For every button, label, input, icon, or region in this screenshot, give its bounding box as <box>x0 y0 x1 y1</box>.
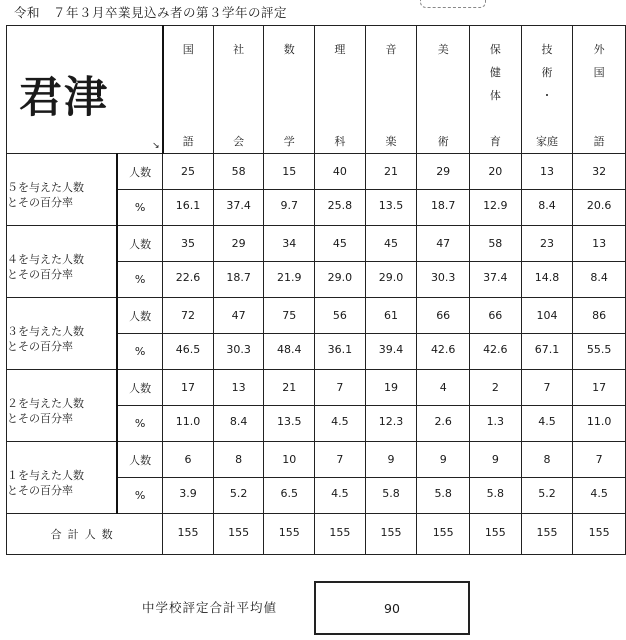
count-cell: 6 <box>163 442 214 478</box>
count-cell: 56 <box>315 298 366 334</box>
percent-cell <box>417 190 470 226</box>
percent-cell <box>470 478 522 514</box>
subject-name-bottom: 楽 <box>385 135 397 148</box>
count-cell: 4 <box>417 370 470 406</box>
subject-name-top <box>164 38 213 61</box>
subject-name-bottom: 語 <box>182 135 194 148</box>
count-cell: 8 <box>521 442 573 478</box>
percent-value: 6.5 <box>280 486 299 500</box>
percent-cell <box>470 190 522 226</box>
percent-cell <box>315 334 366 370</box>
percent-cell <box>163 334 214 370</box>
percent-cell <box>521 406 573 442</box>
count-cell: 21 <box>264 370 315 406</box>
grade-count-row <box>7 226 626 262</box>
total-cell <box>573 514 626 555</box>
percent-value: 5.2 <box>538 486 556 500</box>
unit-percent-label: % <box>117 262 163 298</box>
count-cell: 66 <box>417 298 470 334</box>
unit-count-label: 人数 <box>117 442 163 478</box>
percent-value: 3.9 <box>179 486 197 500</box>
percent-cell <box>365 262 417 298</box>
subject-name-bottom: 育 <box>489 135 501 148</box>
subject-char: 国 <box>593 66 605 79</box>
grade-count-row <box>7 370 626 406</box>
percent-value: 30.3 <box>430 270 456 284</box>
percent-cell <box>264 334 315 370</box>
subject-char: 数 <box>283 43 295 56</box>
total-cell <box>365 514 417 555</box>
percent-cell <box>365 334 417 370</box>
percent-value: 30.3 <box>226 342 251 356</box>
region-name: 君津 <box>19 73 109 123</box>
percent-value: 18.7 <box>226 270 251 284</box>
percent-value: 1.3 <box>486 414 505 428</box>
count-cell: 13 <box>213 370 264 406</box>
total-value: 155 <box>484 526 506 539</box>
count-cell: 7 <box>315 370 366 406</box>
grade-row-label <box>7 370 118 442</box>
subject-name-bottom: 術 <box>437 135 449 148</box>
percent-cell <box>521 478 573 514</box>
grade-row-label-text <box>7 180 116 210</box>
subject-name-top <box>470 38 521 107</box>
count-cell: 29 <box>213 226 264 262</box>
unit-percent-label: % <box>117 190 163 226</box>
grades-table <box>6 25 626 555</box>
grade-label-line2: とその百分率 <box>7 340 73 353</box>
percent-cell <box>163 406 214 442</box>
subject-char: 音 <box>385 43 397 56</box>
percent-value: 4.5 <box>538 414 556 428</box>
percent-cell <box>470 262 522 298</box>
count-cell: 7 <box>315 442 366 478</box>
percent-cell <box>365 190 417 226</box>
percent-value: 5.8 <box>382 486 400 500</box>
percent-cell <box>264 478 315 514</box>
percent-value: 39.4 <box>378 342 404 356</box>
percent-value: 16.1 <box>175 198 201 212</box>
subject-name-bottom: 学 <box>283 135 295 148</box>
percent-cell <box>264 406 315 442</box>
subject-name-top <box>417 38 469 61</box>
grade-label-line1: ２を与えた人数 <box>7 397 84 410</box>
percent-cell <box>213 334 264 370</box>
percent-value: 8.4 <box>229 414 248 428</box>
average-value: 90 <box>384 600 400 616</box>
subject-header-cell <box>213 26 264 154</box>
subject-header-cell <box>163 26 214 154</box>
subject-char: 体 <box>489 89 501 102</box>
grade-label-line1: １を与えた人数 <box>7 469 84 482</box>
total-label: 合計人数 <box>7 514 163 555</box>
percent-value: 11.0 <box>175 414 201 428</box>
count-cell: 29 <box>417 154 470 190</box>
percent-cell <box>264 190 315 226</box>
count-cell: 9 <box>365 442 417 478</box>
stamp-mark <box>420 0 486 8</box>
percent-value: 46.5 <box>175 342 201 356</box>
count-cell: 13 <box>521 154 573 190</box>
total-value: 155 <box>228 526 250 539</box>
count-cell: 15 <box>264 154 315 190</box>
total-value: 155 <box>278 526 300 539</box>
subject-header-cell <box>521 26 573 154</box>
subject-name-top <box>315 38 365 61</box>
average-label: 中学校評定合計平均値 <box>142 600 278 615</box>
subject-header-cell <box>315 26 366 154</box>
percent-cell <box>573 190 626 226</box>
percent-cell <box>264 262 315 298</box>
subject-header-cell <box>470 26 522 154</box>
count-cell: 7 <box>521 370 573 406</box>
count-cell: 34 <box>264 226 315 262</box>
percent-cell <box>365 406 417 442</box>
percent-cell <box>470 334 522 370</box>
grade-count-row <box>7 442 626 478</box>
percent-value: 5.8 <box>486 486 505 500</box>
percent-value: 5.8 <box>434 486 452 500</box>
percent-value: 18.7 <box>430 198 456 212</box>
grade-row-label-text <box>7 324 116 354</box>
total-value: 155 <box>329 526 351 539</box>
grade-label-line2: とその百分率 <box>7 412 73 425</box>
percent-cell <box>417 406 470 442</box>
percent-cell <box>365 478 417 514</box>
percent-value: 29.0 <box>378 270 404 284</box>
percent-value: 67.1 <box>534 342 560 356</box>
subject-name-top <box>366 38 417 61</box>
percent-value: 8.4 <box>590 270 608 284</box>
grade-row-label-text <box>7 252 116 282</box>
subject-name-top <box>573 38 625 84</box>
total-cell <box>470 514 522 555</box>
percent-cell <box>213 262 264 298</box>
count-cell: 58 <box>213 154 264 190</box>
subject-char: 国 <box>182 43 194 56</box>
count-cell: 47 <box>213 298 264 334</box>
count-cell: 40 <box>315 154 366 190</box>
subject-name-top <box>264 38 314 61</box>
percent-cell <box>521 190 573 226</box>
grade-count-row <box>7 298 626 334</box>
count-cell: 9 <box>417 442 470 478</box>
subject-char: 技 <box>541 43 553 56</box>
corner-tick-mark: ↘ <box>152 141 160 151</box>
total-value: 155 <box>177 526 199 539</box>
percent-cell <box>521 334 573 370</box>
percent-value: 42.6 <box>430 342 456 356</box>
count-cell: 66 <box>470 298 522 334</box>
count-cell: 45 <box>365 226 417 262</box>
grade-label-line1: ４を与えた人数 <box>7 253 84 266</box>
count-cell: 58 <box>470 226 522 262</box>
percent-cell <box>163 478 214 514</box>
subject-header-row <box>7 26 626 154</box>
unit-count-label: 人数 <box>117 226 163 262</box>
percent-value: 48.4 <box>277 342 302 356</box>
percent-cell <box>315 478 366 514</box>
unit-count-label: 人数 <box>117 298 163 334</box>
percent-value: 5.2 <box>229 486 248 500</box>
percent-cell <box>521 262 573 298</box>
grade-row-label <box>7 154 118 226</box>
subject-char: ・ <box>541 89 553 102</box>
count-cell: 8 <box>213 442 264 478</box>
grade-count-row <box>7 154 626 190</box>
percent-value: 4.5 <box>331 486 349 500</box>
unit-percent-label: % <box>117 478 163 514</box>
grade-label-line1: ５を与えた人数 <box>7 181 84 194</box>
unit-percent-label: % <box>117 406 163 442</box>
percent-value: 9.7 <box>280 198 299 212</box>
grade-row-label <box>7 226 118 298</box>
total-value: 155 <box>588 526 610 539</box>
grade-row-label-text <box>7 468 116 498</box>
count-cell: 20 <box>470 154 522 190</box>
percent-value: 13.5 <box>378 198 404 212</box>
percent-cell <box>470 406 522 442</box>
subject-name-top <box>522 38 573 107</box>
percent-cell <box>213 406 264 442</box>
grade-label-line1: ３を与えた人数 <box>7 325 84 338</box>
count-cell: 21 <box>365 154 417 190</box>
count-cell: 17 <box>163 370 214 406</box>
subject-char: 外 <box>593 43 605 56</box>
percent-cell <box>163 262 214 298</box>
percent-cell <box>213 478 264 514</box>
count-cell: 23 <box>521 226 573 262</box>
percent-cell <box>573 478 626 514</box>
count-cell: 45 <box>315 226 366 262</box>
subject-header-cell <box>573 26 626 154</box>
grade-row-label <box>7 442 118 514</box>
subject-name-bottom: 家庭 <box>535 135 558 148</box>
count-cell: 75 <box>264 298 315 334</box>
count-cell: 2 <box>470 370 522 406</box>
grade-row-label-text <box>7 396 116 426</box>
percent-cell <box>417 262 470 298</box>
count-cell: 104 <box>521 298 573 334</box>
count-cell: 32 <box>573 154 626 190</box>
percent-value: 11.0 <box>586 414 612 428</box>
subject-char: 社 <box>233 43 245 56</box>
count-cell: 35 <box>163 226 214 262</box>
grade-label-line2: とその百分率 <box>7 268 73 281</box>
total-cell <box>163 514 214 555</box>
count-cell: 19 <box>365 370 417 406</box>
total-cell <box>315 514 366 555</box>
percent-value: 25.8 <box>327 198 353 212</box>
percent-value: 8.4 <box>538 198 556 212</box>
subject-char: 美 <box>437 43 449 56</box>
subject-name-top <box>214 38 264 61</box>
percent-cell <box>315 406 366 442</box>
subject-char: 健 <box>489 66 501 79</box>
region-label-cell <box>7 26 163 154</box>
average-value-box <box>314 581 470 635</box>
percent-value: 22.6 <box>175 270 201 284</box>
percent-cell <box>417 478 470 514</box>
percent-value: 20.6 <box>586 198 612 212</box>
grade-label-line2: とその百分率 <box>7 196 73 209</box>
percent-value: 2.6 <box>434 414 452 428</box>
total-cell <box>264 514 315 555</box>
percent-value: 29.0 <box>327 270 353 284</box>
subject-char: 理 <box>334 43 346 56</box>
percent-cell <box>213 190 264 226</box>
count-cell: 9 <box>470 442 522 478</box>
count-cell: 61 <box>365 298 417 334</box>
subject-name-bottom: 会 <box>233 135 245 148</box>
count-cell: 17 <box>573 370 626 406</box>
percent-cell <box>573 262 626 298</box>
count-cell: 47 <box>417 226 470 262</box>
unit-count-label: 人数 <box>117 154 163 190</box>
subject-header-cell <box>264 26 315 154</box>
count-cell: 86 <box>573 298 626 334</box>
percent-value: 37.4 <box>483 270 508 284</box>
count-cell: 10 <box>264 442 315 478</box>
total-value: 155 <box>536 526 558 539</box>
grade-label-line2: とその百分率 <box>7 484 73 497</box>
count-cell: 72 <box>163 298 214 334</box>
percent-value: 42.6 <box>483 342 508 356</box>
total-cell <box>417 514 470 555</box>
subject-name-bottom: 科 <box>334 135 346 148</box>
percent-value: 4.5 <box>590 486 608 500</box>
total-value: 155 <box>432 526 454 539</box>
page-title: 令和 ７年３月卒業見込み者の第３学年の評定 <box>14 5 288 20</box>
subject-char: 保 <box>489 43 501 56</box>
percent-cell <box>573 406 626 442</box>
unit-percent-label: % <box>117 334 163 370</box>
total-cell <box>213 514 264 555</box>
subject-name-bottom: 語 <box>593 135 605 148</box>
subject-header-cell <box>365 26 417 154</box>
total-value: 155 <box>380 526 402 539</box>
percent-value: 12.9 <box>483 198 508 212</box>
percent-value: 14.8 <box>534 270 560 284</box>
percent-value: 55.5 <box>586 342 612 356</box>
percent-cell <box>573 334 626 370</box>
count-cell: 13 <box>573 226 626 262</box>
total-cell <box>521 514 573 555</box>
percent-value: 4.5 <box>331 414 349 428</box>
percent-value: 36.1 <box>327 342 353 356</box>
percent-cell <box>163 190 214 226</box>
percent-value: 12.3 <box>378 414 404 428</box>
percent-cell <box>417 334 470 370</box>
grade-row-label <box>7 298 118 370</box>
unit-count-label: 人数 <box>117 370 163 406</box>
percent-cell <box>315 262 366 298</box>
percent-value: 37.4 <box>226 198 251 212</box>
percent-value: 21.9 <box>277 270 302 284</box>
percent-value: 13.5 <box>277 414 302 428</box>
subject-char: 術 <box>541 66 553 79</box>
count-cell: 25 <box>163 154 214 190</box>
total-row <box>7 514 626 555</box>
percent-cell <box>315 190 366 226</box>
subject-header-cell <box>417 26 470 154</box>
count-cell: 7 <box>573 442 626 478</box>
